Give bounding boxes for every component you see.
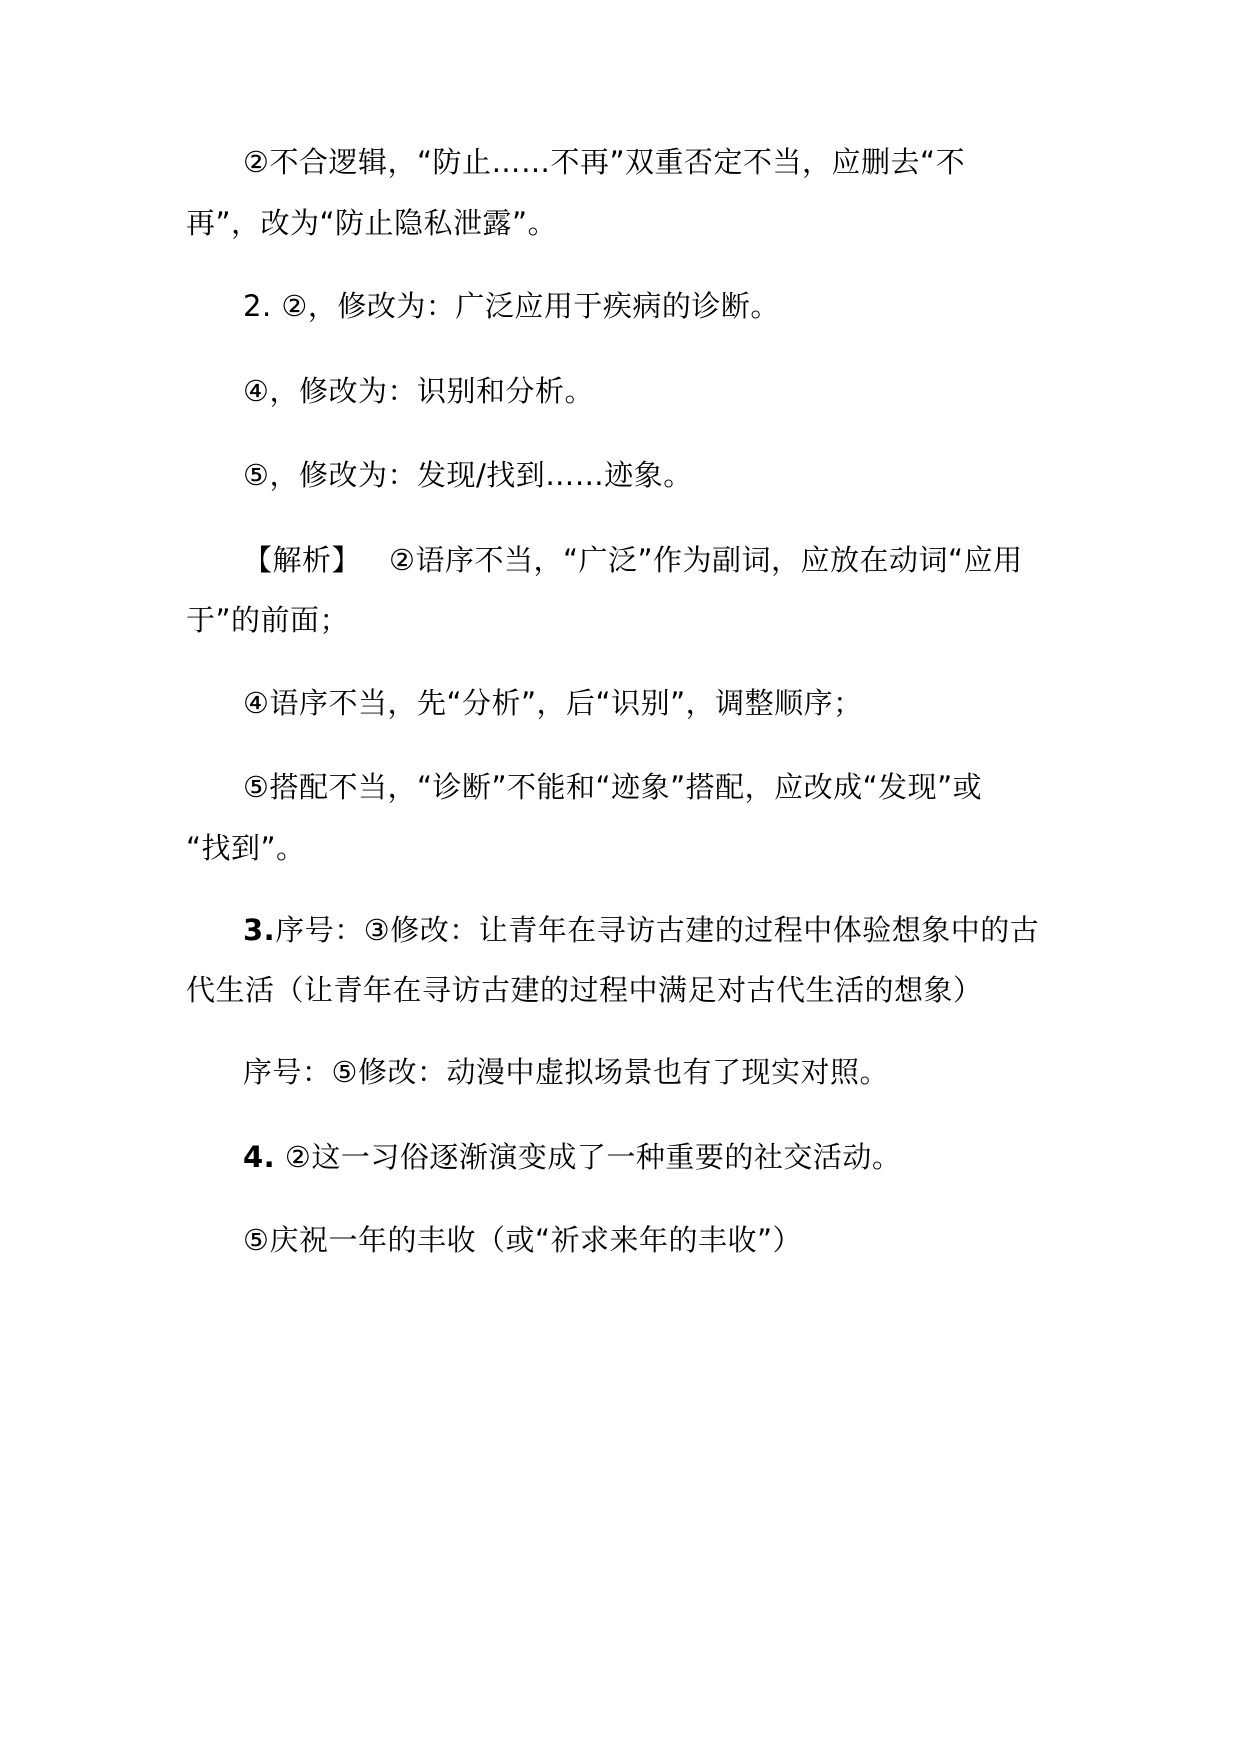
paragraph-7-line-1: ⑤搭配不当，“诊断”不能和“迹象”搭配，应改成“发现”或 [243,770,983,804]
paragraph-1-line-2: 再”，改为“防止隐私泄露”。 [186,206,558,240]
paragraph-8-line-1 [243,910,1039,950]
paragraph-8-line-2: 代生活（让青年在寻访古建的过程中满足对古代生活的想象） [186,973,983,1007]
paragraph-1-line-1: ②不合逻辑，“防止……不再”双重否定不当，应删去“不 [243,145,966,179]
paragraph-10 [243,1137,901,1177]
paragraph-10-text: ②这一习俗逐渐演变成了一种重要的社交活动。 [275,1140,902,1174]
paragraph-5-line-2: 于”的前面； [186,603,350,637]
paragraph-3: ④，修改为：识别和分析。 [243,374,594,408]
item-number-3: 3. [243,913,276,947]
paragraph-7-line-2: “找到”。 [186,831,306,865]
paragraph-2: 2. ②，修改为：广泛应用于疾病的诊断。 [243,289,780,323]
paragraph-5-line-1 [243,540,1023,580]
paragraph-11: ⑤庆祝一年的丰收（或“祈求来年的丰收”） [243,1223,803,1257]
paragraph-9: 序号：⑤修改：动漫中虚拟场景也有了现实对照。 [243,1055,889,1089]
item-number-4: 4. [243,1140,276,1174]
paragraph-4: ⑤，修改为：发现/找到……迹象。 [243,458,693,492]
paragraph-6: ④语序不当，先“分析”，后“识别”，调整顺序； [243,686,863,720]
analysis-tag: 【解析】 [243,543,362,577]
paragraph-8-line-1-text: 序号：③修改：让青年在寻访古建的过程中体验想象中的古 [275,913,1040,947]
paragraph-5-line-1-text: ②语序不当，“广泛”作为副词，应放在动词“应用 [389,543,1023,577]
